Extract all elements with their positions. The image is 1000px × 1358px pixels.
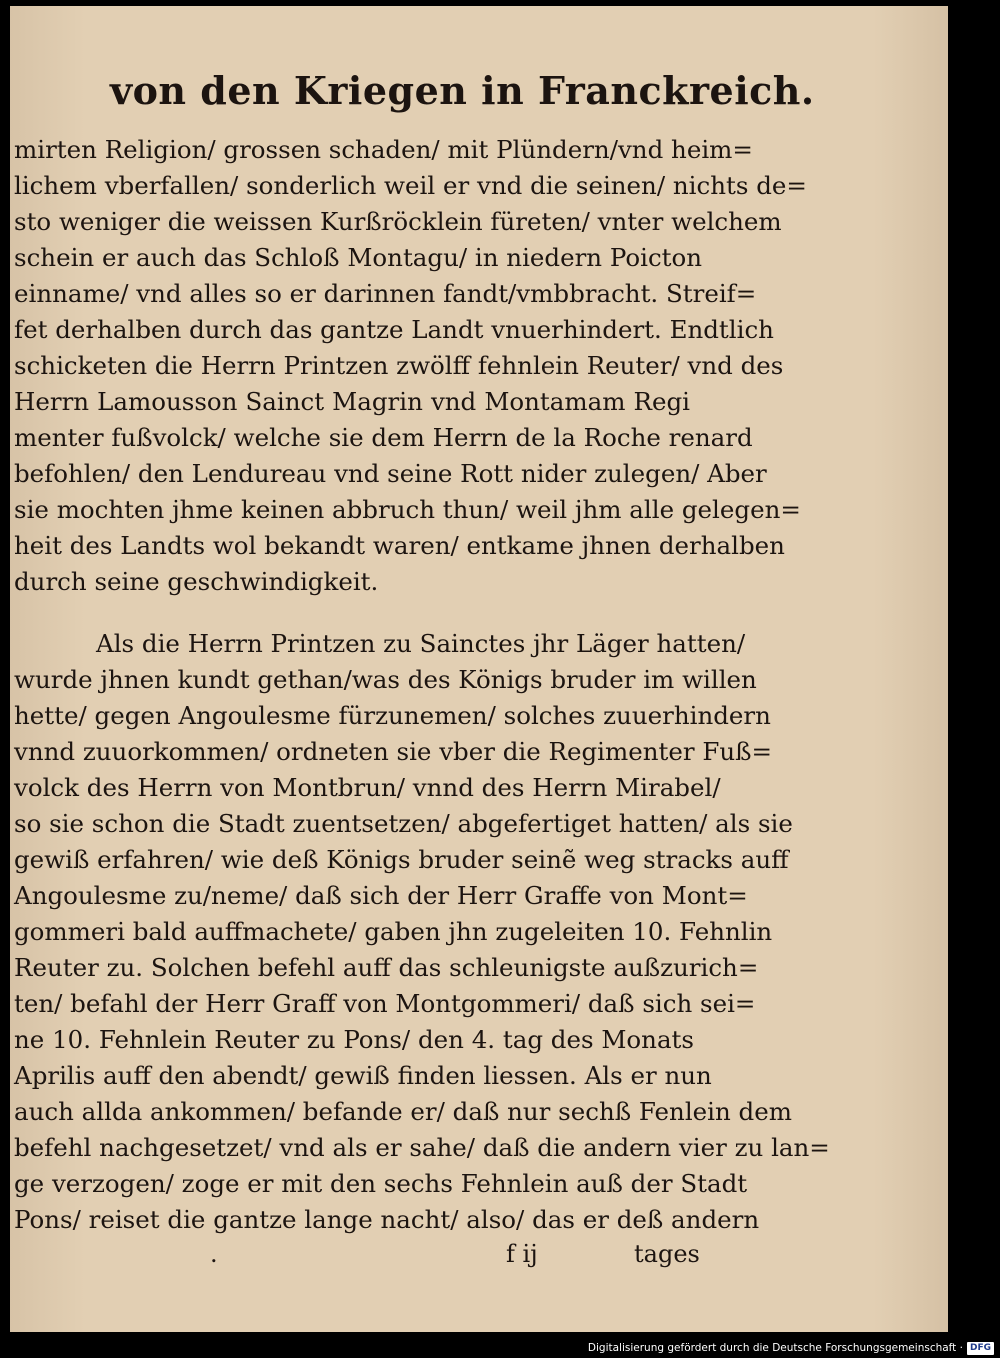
text-line: wurde jhnen kundt gethan/was des Königs bruder im willen: [14, 665, 757, 694]
text-line: hette/ gegen Angoulesme fürzunemen/ solches zuuerhindern: [14, 701, 771, 730]
text-line: lichem vberfallen/ sonderlich weil er vnd die seinen/ nichts de=: [14, 171, 807, 200]
text-line: ten/ befahl der Herr Graff von Montgommeri/ daß sich sei=: [14, 989, 756, 1018]
page-footer: [14, 1240, 700, 1274]
dfg-logo: DFG: [967, 1342, 994, 1355]
text-line: heit des Landts wol bekandt waren/ entkame jhnen derhalben: [14, 531, 785, 560]
text-line: befohlen/ den Lendureau vnd seine Rott nider zulegen/ Aber: [14, 459, 767, 488]
text-line: volck des Herrn von Montbrun/ vnnd des Herrn Mirabel/: [14, 773, 721, 802]
text-line: mirten Religion/ grossen schaden/ mit Plündern/vnd heim=: [14, 135, 753, 164]
text-line: vnnd zuuorkommen/ ordneten sie vber die Regimenter Fuß=: [14, 737, 773, 766]
book-page: [10, 6, 948, 1332]
text-line: gommeri bald auffmachete/ gaben jhn zugeleiten 10. Fehnlin: [14, 917, 773, 946]
text-line: gewiß erfahren/ wie deß Königs bruder seinẽ weg stracks auff: [14, 845, 789, 874]
text-line: auch allda ankommen/ befande er/ daß nur sechß Fenlein dem: [14, 1097, 792, 1126]
text-line: so sie schon die Stadt zuentsetzen/ abgefertiget hatten/ als sie: [14, 809, 793, 838]
text-line: schicketen die Herrn Printzen zwölff fehnlein Reuter/ vnd des: [14, 351, 784, 380]
signature-mark: f ij: [506, 1240, 538, 1268]
text-block: [10, 6, 948, 1332]
catchword: tages: [634, 1240, 700, 1268]
text-line: durch seine geschwindigkeit.: [14, 567, 379, 596]
text-line: Herrn Lamousson Sainct Magrin vnd Montamam Regi: [14, 387, 690, 416]
digitization-credit: [588, 1340, 994, 1356]
text-line: befehl nachgesetzet/ vnd als er sahe/ daß die andern vier zu lan=: [14, 1133, 830, 1162]
text-line: einname/ vnd alles so er darinnen fandt/vmbbracht. Streif=: [14, 279, 757, 308]
text-line: sie mochten jhme keinen abbruch thun/ weil jhm alle gelegen=: [14, 495, 801, 524]
text-line: Reuter zu. Solchen befehl auff das schleunigste außzurich=: [14, 953, 759, 982]
text-line: Aprilis auff den abendt/ gewiß finden liessen. Als er nun: [14, 1061, 712, 1090]
text-line: ne 10. Fehnlein Reuter zu Pons/ den 4. tag des Monats: [14, 1025, 694, 1054]
running-head: von den Kriegen in Franckreich.: [110, 68, 815, 113]
text-line: Pons/ reiset die gantze lange nacht/ also/ das er deß andern: [14, 1205, 760, 1234]
text-line: sto weniger die weissen Kurßröcklein füreten/ vnter welchem: [14, 207, 782, 236]
text-line: menter fußvolck/ welche sie dem Herrn de la Roche renard: [14, 423, 753, 452]
text-line: Angoulesme zu/neme/ daß sich der Herr Graffe von Mont=: [14, 881, 748, 910]
paragraph-first-line: Als die Herrn Printzen zu Sainctes jhr Läger hatten/: [96, 629, 746, 658]
footer-dot: .: [210, 1240, 218, 1268]
text-line: ge verzogen/ zoge er mit den sechs Fehnlein auß der Stadt: [14, 1169, 748, 1198]
credit-text: Digitalisierung gefördert durch die Deutsche Forschungsgemeinschaft ·: [587, 1342, 963, 1354]
text-line: schein er auch das Schloß Montagu/ in niedern Poicton: [14, 243, 703, 272]
text-line: fet derhalben durch das gantze Landt vnuerhindert. Endtlich: [14, 315, 774, 344]
